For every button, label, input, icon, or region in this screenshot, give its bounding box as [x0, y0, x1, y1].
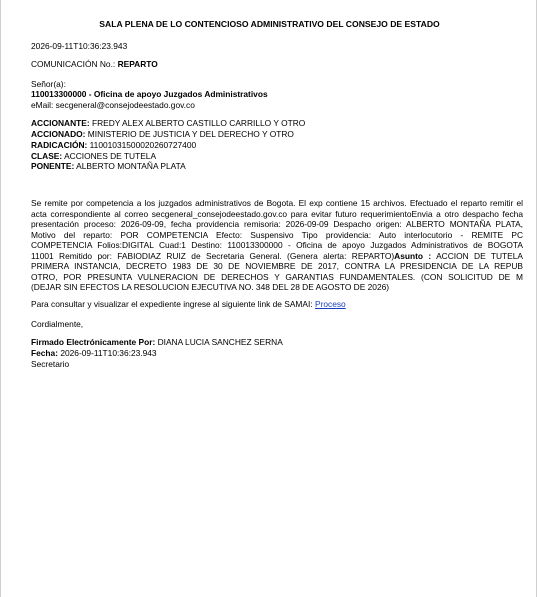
accionado-line	[31, 129, 531, 140]
ponente-value: ALBERTO MONTAÑA PLATA	[76, 161, 186, 171]
asunto-line: (DEJAR SIN EFECTOS LA RESOLUCION EJECUTIVA NO. 348 DEL 28 DE AGOSTO DE 2026)	[31, 282, 390, 292]
recipient-name: 110013300000 - Oficina de apoyo Juzgados Administrativos	[31, 89, 268, 99]
body-line: COMPETENCIA Folios:DIGITAL Cuad:1 Destino: 110013300000 - Oficina de apoyo Juzgados Administrativos de BOGOTA	[31, 240, 523, 250]
asunto-line: OTRO, POR PRESUNTA VULNERACION DE DERECHOS Y GARANTIAS FUNDAMENTALES. (CON SOLICITUD DE M	[31, 271, 523, 282]
closing-greeting: Cordialmente,	[31, 319, 84, 329]
document-title: SALA PLENA DE LO CONTENCIOSO ADMINISTRATIVO DEL CONSEJO DE ESTADO	[99, 19, 440, 29]
body-line: Se remite por competencia a los juzgados administrativos de Bogota. El exp contiene 15 archivos. Efectuado el reparto remitir el	[31, 198, 523, 208]
ponente-label: PONENTE:	[31, 161, 75, 171]
radicacion-label: RADICACIÓN:	[31, 140, 88, 150]
asunto-label: Asunto :	[394, 250, 432, 261]
fecha-label: Fecha:	[31, 348, 58, 358]
asunto-line: PRIMERA INSTANCIA, DECRETO 1983 DE 30 DE NOVIEMBRE DE 2017, CONTRA LA PRESIDENCIA DE LA REPUB	[31, 261, 523, 271]
comunicacion-label: COMUNICACIÓN No.:	[31, 59, 116, 69]
signed-name: DIANA LUCIA SANCHEZ SERNA	[157, 337, 283, 347]
header-timestamp: 2026-09-11T10:36:23.943	[31, 41, 128, 51]
salutation: Señor(a):	[31, 79, 66, 89]
body-line: Motivo del reparto: POR COMPETENCIA Efecto: Suspensivo Tipo providencia: Auto interlocutorio - REMITE PC	[31, 229, 523, 240]
body-line: presentación proceso: 2026-09-09, fecha providencia remisoria: 2026-09-09 Despacho origen: ALBERTO MONTAÑA PLATA,	[31, 219, 523, 229]
clase-value: ACCIONES DE TUTELA	[64, 151, 157, 161]
proceso-link[interactable]: Proceso	[314, 299, 346, 309]
accionado-value: MINISTERIO DE JUSTICIA Y DEL DERECHO Y OTRO	[87, 129, 294, 139]
recipient-name-line	[31, 89, 531, 100]
consult-line	[31, 299, 531, 310]
body-line-asunto	[31, 251, 523, 262]
body-paragraph	[31, 198, 523, 293]
recipient-email-line	[31, 100, 531, 111]
recipient-email: secgeneral@consejodeestado.gov.co	[55, 100, 195, 110]
clase-line	[31, 151, 531, 162]
fecha-value: 2026-09-11T10:36:23.943	[60, 348, 157, 358]
accionante-label: ACCIONANTE:	[31, 118, 90, 128]
signed-label: Firmado Electrónicamente Por:	[31, 337, 156, 347]
radicacion-line	[31, 140, 531, 151]
body-line-text: 11001 Remitido por: FABIODIAZ RUIZ de Secretaria General. (Genera alerta: REPARTO)	[31, 250, 395, 261]
signer-role: Secretario	[31, 359, 70, 369]
consult-text: Para consultar y visualizar el expediente ingrese al siguiente link de SAMAI:	[31, 299, 313, 309]
accionante-value: FREDY ALEX ALBERTO CASTILLO CARRILLO Y OTRO	[91, 118, 306, 128]
accionante-line	[31, 118, 531, 129]
asunto-first: ACCION DE TUTELA	[436, 250, 523, 261]
comunicacion-line	[31, 59, 531, 70]
radicacion-value: 11001031500020260727400	[89, 140, 197, 150]
accionado-label: ACCIONADO:	[31, 129, 86, 139]
comunicacion-value: REPARTO	[117, 59, 158, 69]
ponente-line	[31, 161, 531, 172]
clase-label: CLASE:	[31, 151, 63, 161]
email-label: eMail:	[31, 100, 54, 110]
signed-line	[31, 337, 531, 348]
body-line: acta correspondiente al correo secgeneral_consejodeestado.gov.co para evitar futuro requerimientoEnvia a otro despacho fecha	[31, 208, 523, 219]
fecha-line	[31, 348, 531, 359]
